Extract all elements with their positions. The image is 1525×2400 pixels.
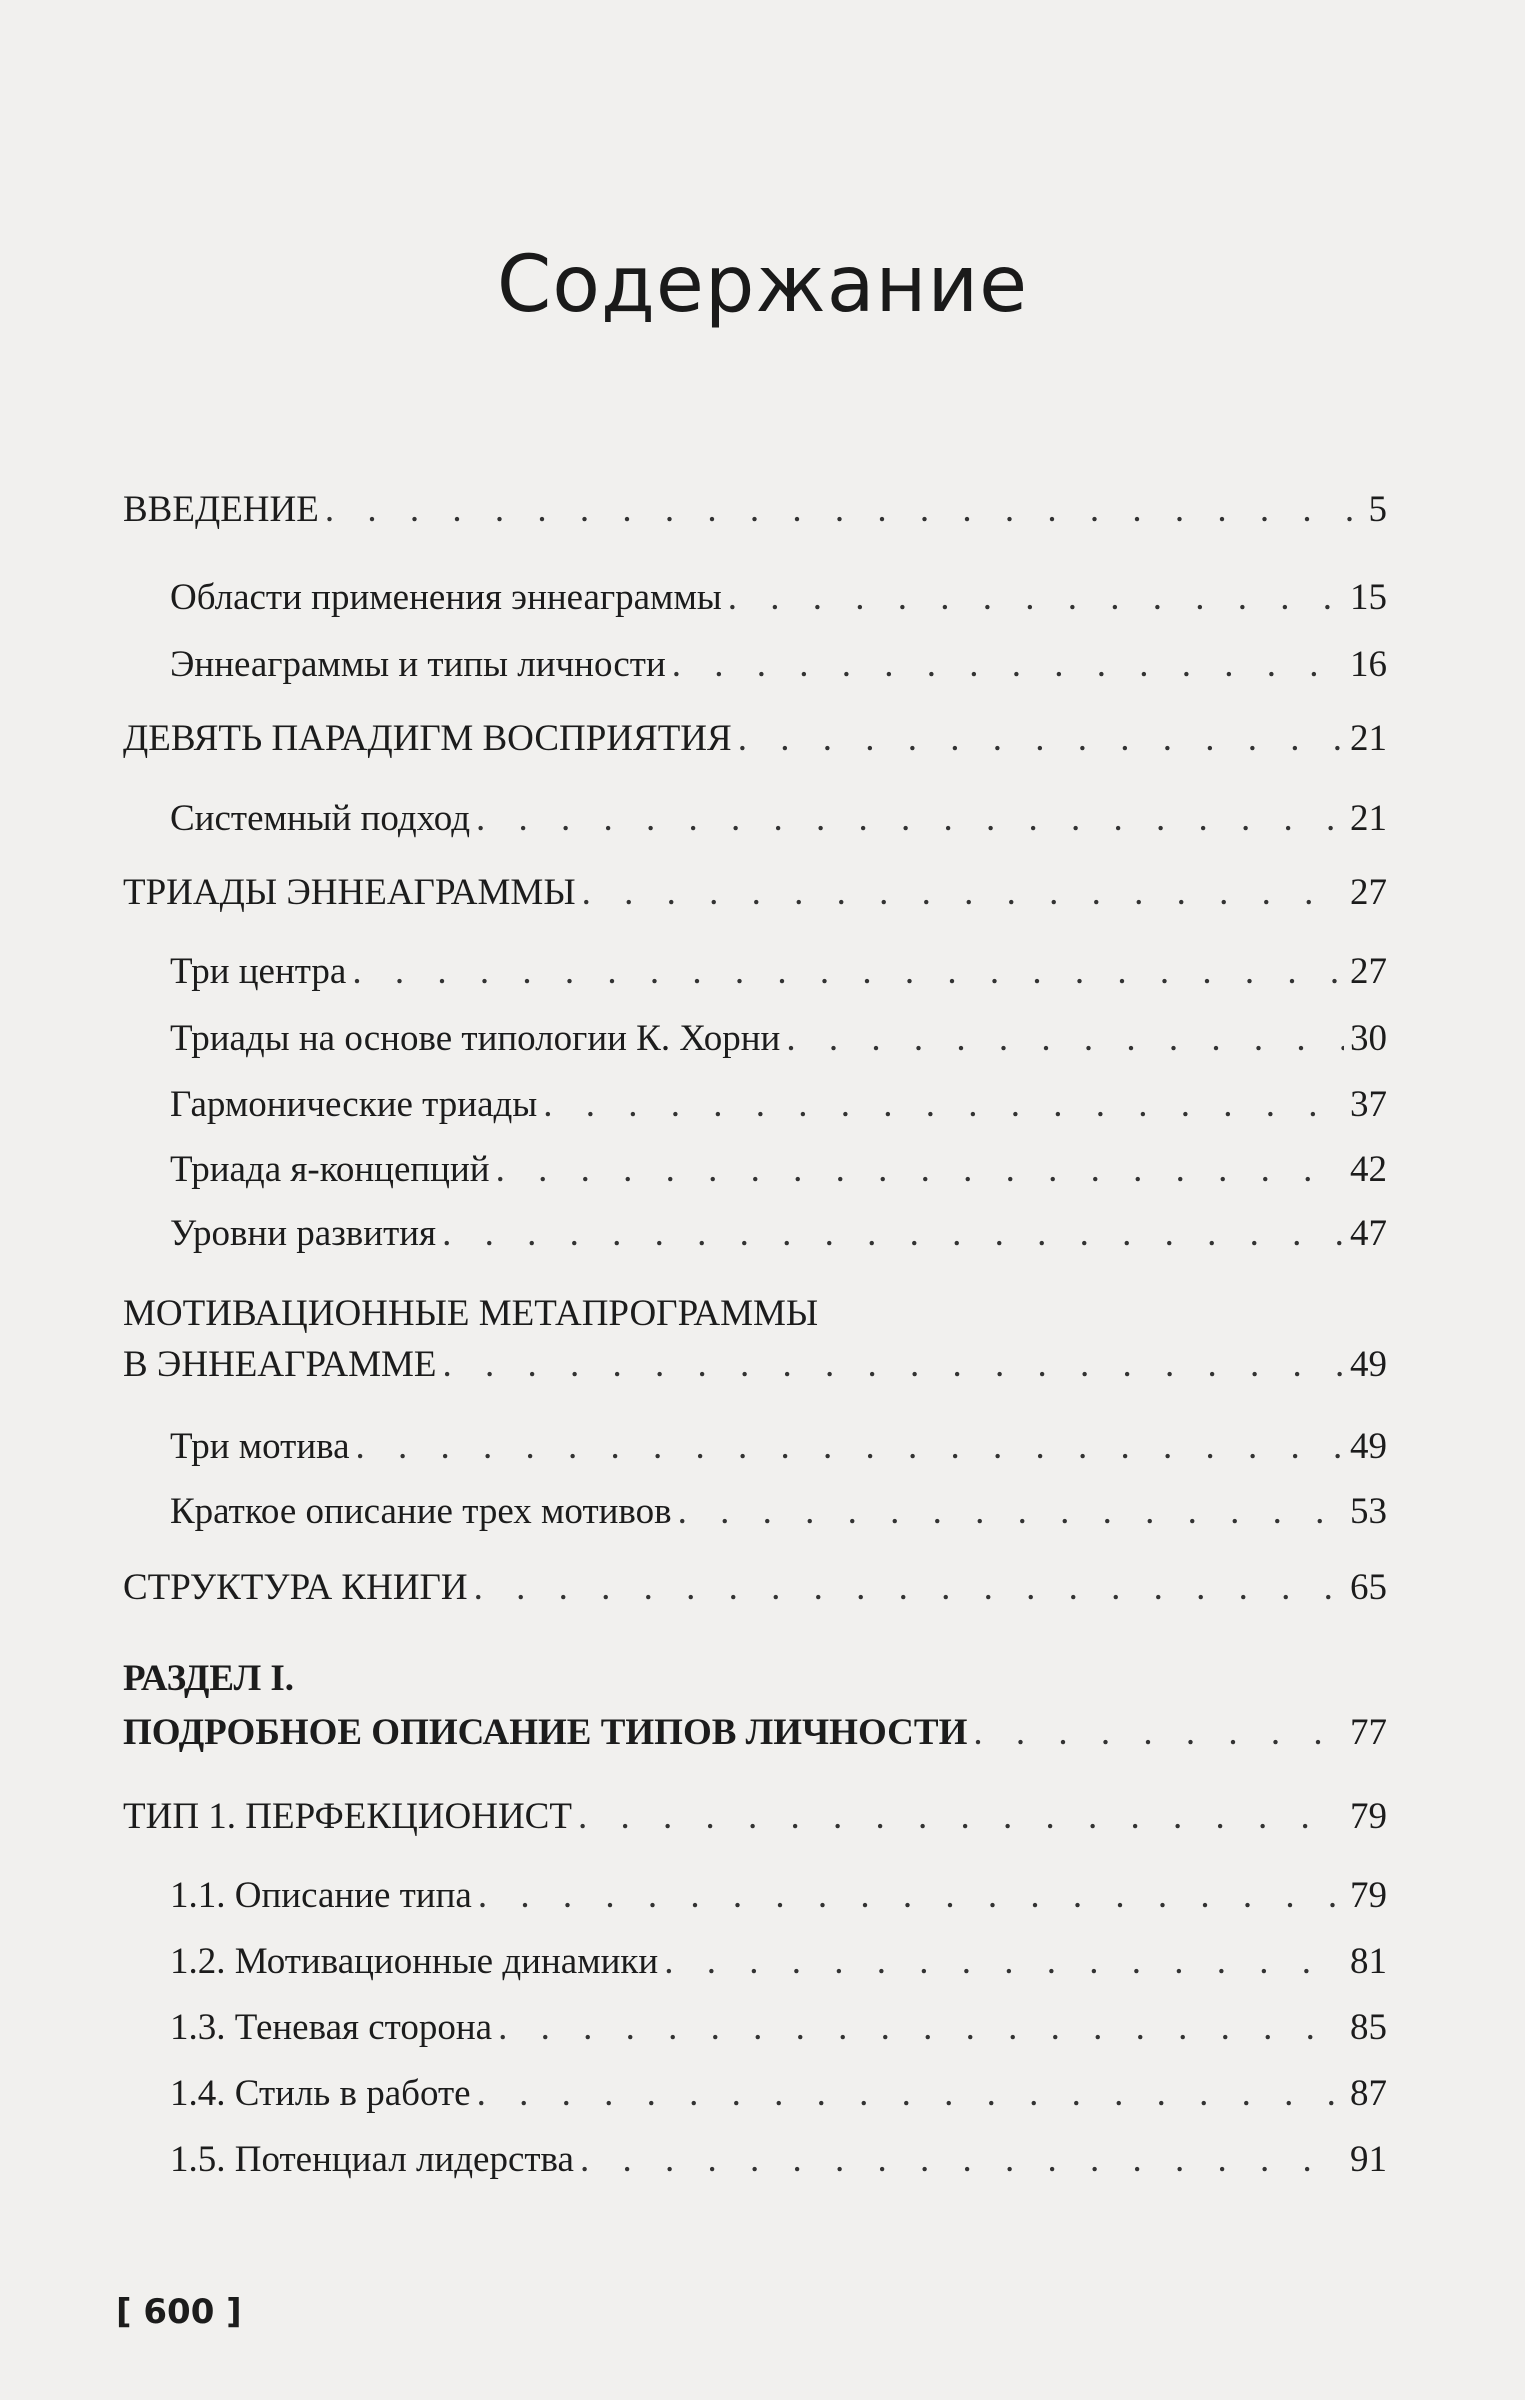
leader-dots [580,2138,1344,2182]
leader-dots [352,950,1344,994]
leader-dots [973,1711,1344,1755]
leader-dots [664,1940,1344,1984]
toc-entry-label: 1.4. Стиль в работе [170,2073,471,2114]
toc-entry-page: 27 [1350,872,1387,913]
toc-entry-page: 53 [1350,1491,1387,1532]
toc-entry-page: 77 [1350,1712,1387,1753]
toc-entry-label: 1.1. Описание типа [170,1875,472,1916]
toc-entry-label: МОТИВАЦИОННЫЕ МЕТАПРОГРАММЫ [123,1293,819,1334]
toc-entry-label: Области применения эннеаграммы [170,577,722,618]
toc-entry-page: 15 [1350,577,1387,618]
toc-entry-label: Три мотива [170,1426,350,1467]
toc-entry-label: 1.3. Теневая сторона [170,2007,493,2048]
leader-dots [543,1083,1344,1127]
toc-entry-label: Гармонические триады [170,1084,538,1125]
toc-entry-page: 42 [1350,1149,1387,1190]
toc-entry-page: 79 [1350,1875,1387,1916]
toc-entry [170,576,1387,620]
leader-dots [442,1343,1344,1387]
toc-entry-page: 27 [1350,951,1387,992]
toc-entry-label: Триада я-концепций [170,1149,490,1190]
toc-entry-page: 47 [1350,1213,1387,1254]
toc-entry-page: 49 [1350,1344,1387,1385]
toc-entry [170,1490,1387,1534]
leader-dots [478,1874,1344,1918]
section-heading: РАЗДЕЛ I. [123,1658,295,1699]
leader-dots [678,1490,1344,1534]
toc-entry-page: 81 [1350,1941,1387,1982]
toc-entry [170,797,1387,841]
leader-dots [786,1017,1344,1061]
toc-entry [170,2072,1387,2116]
toc-entry [170,1017,1387,1061]
toc-entry-label: Эннеаграммы и типы личности [170,644,666,685]
toc-entry-label: В ЭННЕАГРАММЕ [123,1344,437,1385]
leader-dots [578,1795,1344,1839]
toc-entry [123,717,1387,761]
toc-entry-page: 91 [1350,2139,1387,2180]
toc-entry-page: 16 [1350,644,1387,685]
toc-entry-label: 1.5. Потенциал лидерства [170,2139,574,2180]
leader-dots [442,1212,1344,1256]
toc-entry [170,1148,1387,1192]
toc-entry-page: 79 [1350,1796,1387,1837]
toc-entry-page: 85 [1350,2007,1387,2048]
toc-entry [123,1343,1387,1387]
toc-entry-page: 30 [1350,1018,1387,1059]
toc-entry [170,1083,1387,1127]
toc-entry-label: ТРИАДЫ ЭННЕАГРАММЫ [123,872,576,913]
toc-entry [123,871,1387,915]
toc-entry [170,1425,1387,1469]
leader-dots [474,1566,1344,1610]
toc-entry-label: Краткое описание трех мотивов [170,1491,672,1532]
leader-dots [325,488,1363,532]
toc-entry-page: 21 [1350,718,1387,759]
toc-entry-page: 49 [1350,1426,1387,1467]
toc-entry [170,950,1387,994]
leader-dots [672,643,1344,687]
leader-dots [728,576,1344,620]
leader-dots [476,797,1344,841]
toc-entry-label: ВВЕДЕНИЕ [123,489,319,530]
toc-entry-page: 87 [1350,2073,1387,2114]
toc-entry-label: ПОДРОБНОЕ ОПИСАНИЕ ТИПОВ ЛИЧНОСТИ [123,1712,968,1753]
toc-entry-page: 37 [1350,1084,1387,1125]
toc-entry [170,1940,1387,1984]
toc-entry-label: Системный подход [170,798,471,839]
leader-dots [496,1148,1344,1192]
toc-entry-label: ТИП 1. ПЕРФЕКЦИОНИСТ [123,1796,572,1837]
toc-entry-label: 1.2. Мотивационные динамики [170,1941,659,1982]
toc-entry-label: СТРУКТУРА КНИГИ [123,1567,468,1608]
toc-entry-page: 5 [1368,489,1387,530]
leader-dots [498,2006,1344,2050]
toc-entry [170,2138,1387,2182]
toc-entry [170,643,1387,687]
page-number: [ 600 ] [116,2292,242,2332]
leader-dots [477,2072,1344,2116]
leader-dots [356,1425,1344,1469]
toc-entry-label: ДЕВЯТЬ ПАРАДИГМ ВОСПРИЯТИЯ [123,718,732,759]
toc-entry [170,1212,1387,1256]
toc-entry-page: 21 [1350,798,1387,839]
toc-entry [170,1874,1387,1918]
toc-entry-label: Три центра [170,951,347,992]
page-title: Содержание [496,240,1029,330]
toc-entry [123,488,1387,532]
toc-entry [123,1566,1387,1610]
toc-entry-page: 65 [1350,1567,1387,1608]
toc-entry-label: Триады на основе типологии К. Хорни [170,1018,781,1059]
leader-dots [582,871,1344,915]
toc-entry-label: Уровни развития [170,1213,437,1254]
toc-entry [123,1795,1387,1839]
leader-dots [738,717,1344,761]
toc-entry [170,2006,1387,2050]
toc-entry [123,1711,1387,1755]
